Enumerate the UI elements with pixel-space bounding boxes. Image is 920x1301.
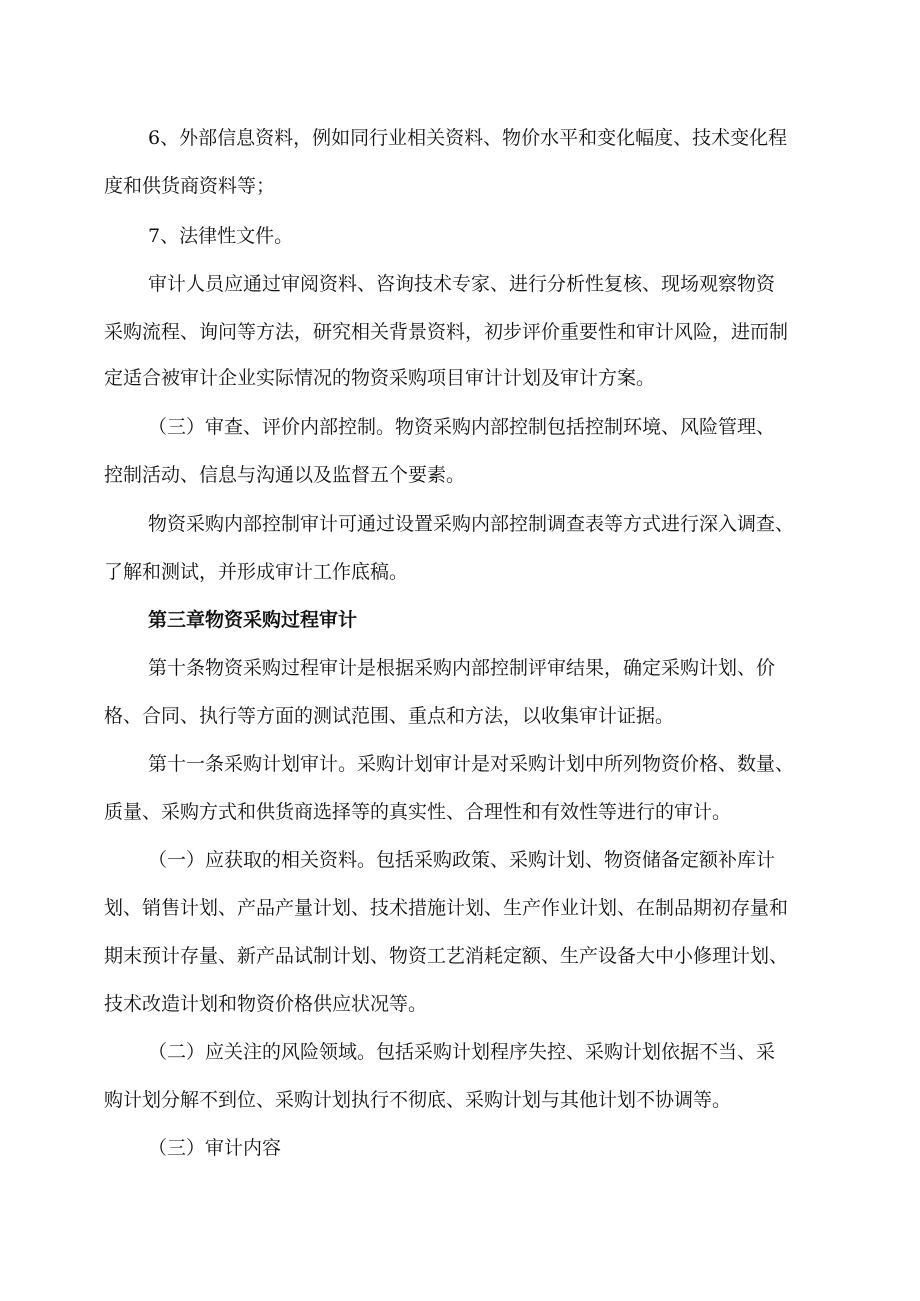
- text-line: 物资采购内部控制审计可通过设置采购内部控制调查表等方式进行深入调查、: [148, 513, 795, 535]
- text-line: 质量、采购方式和供货商选择等的真实性、合理性和有效性等进行的审计。: [104, 801, 732, 823]
- text-line: 7、法律性文件。: [148, 225, 294, 247]
- text-line: 第十条物资采购过程审计是根据采购内部控制评审结果，确定采购计划、价: [148, 657, 776, 679]
- text-line: 技术改造计划和物资价格供应状况等。: [104, 993, 428, 1015]
- text-line: 定适合被审计企业实际情况的物资采购项目审计计划及审计方案。: [104, 367, 656, 389]
- text-line: 控制活动、信息与沟通以及监督五个要素。: [104, 464, 466, 486]
- text-line: （一）应获取的相关资料。包括采购政策、采购计划、物资储备定额补库计: [148, 849, 776, 871]
- text-line: 审计人员应通过审阅资料、咨询技术专家、进行分析性复核、现场观察物资: [148, 273, 776, 295]
- chapter-title: 第三章物资采购过程审计: [148, 609, 358, 631]
- text-line: （二）应关注的风险领域。包括采购计划程序失控、采购计划依据不当、采: [148, 1041, 776, 1063]
- text-line: （三）审查、评价内部控制。物资采购内部控制包括控制环境、风险管理、: [148, 416, 776, 438]
- text-line: 6、外部信息资料，例如同行业相关资料、物价水平和变化幅度、技术变化程: [148, 127, 788, 149]
- text-line: 划、销售计划、产品产量计划、技术措施计划、生产作业计划、在制品期初存量和: [104, 897, 789, 919]
- text-line: （三）审计内容: [148, 1137, 282, 1159]
- text-line: 采购流程、询问等方法，研究相关背景资料，初步评价重要性和审计风险，进而制: [104, 321, 789, 343]
- text-line: 格、合同、执行等方面的测试范围、重点和方法，以收集审计证据。: [104, 705, 675, 727]
- text-line: 购计划分解不到位、采购计划执行不彻底、采购计划与其他计划不协调等。: [104, 1089, 732, 1111]
- text-line: 期末预计存量、新产品试制计划、物资工艺消耗定额、生产设备大中小修理计划、: [104, 945, 789, 967]
- text-line: 度和供货商资料等；: [104, 175, 276, 197]
- text-line: 第十一条采购计划审计。采购计划审计是对采购计划中所列物资价格、数量、: [148, 753, 795, 775]
- text-line: 了解和测试，并形成审计工作底稿。: [104, 561, 409, 583]
